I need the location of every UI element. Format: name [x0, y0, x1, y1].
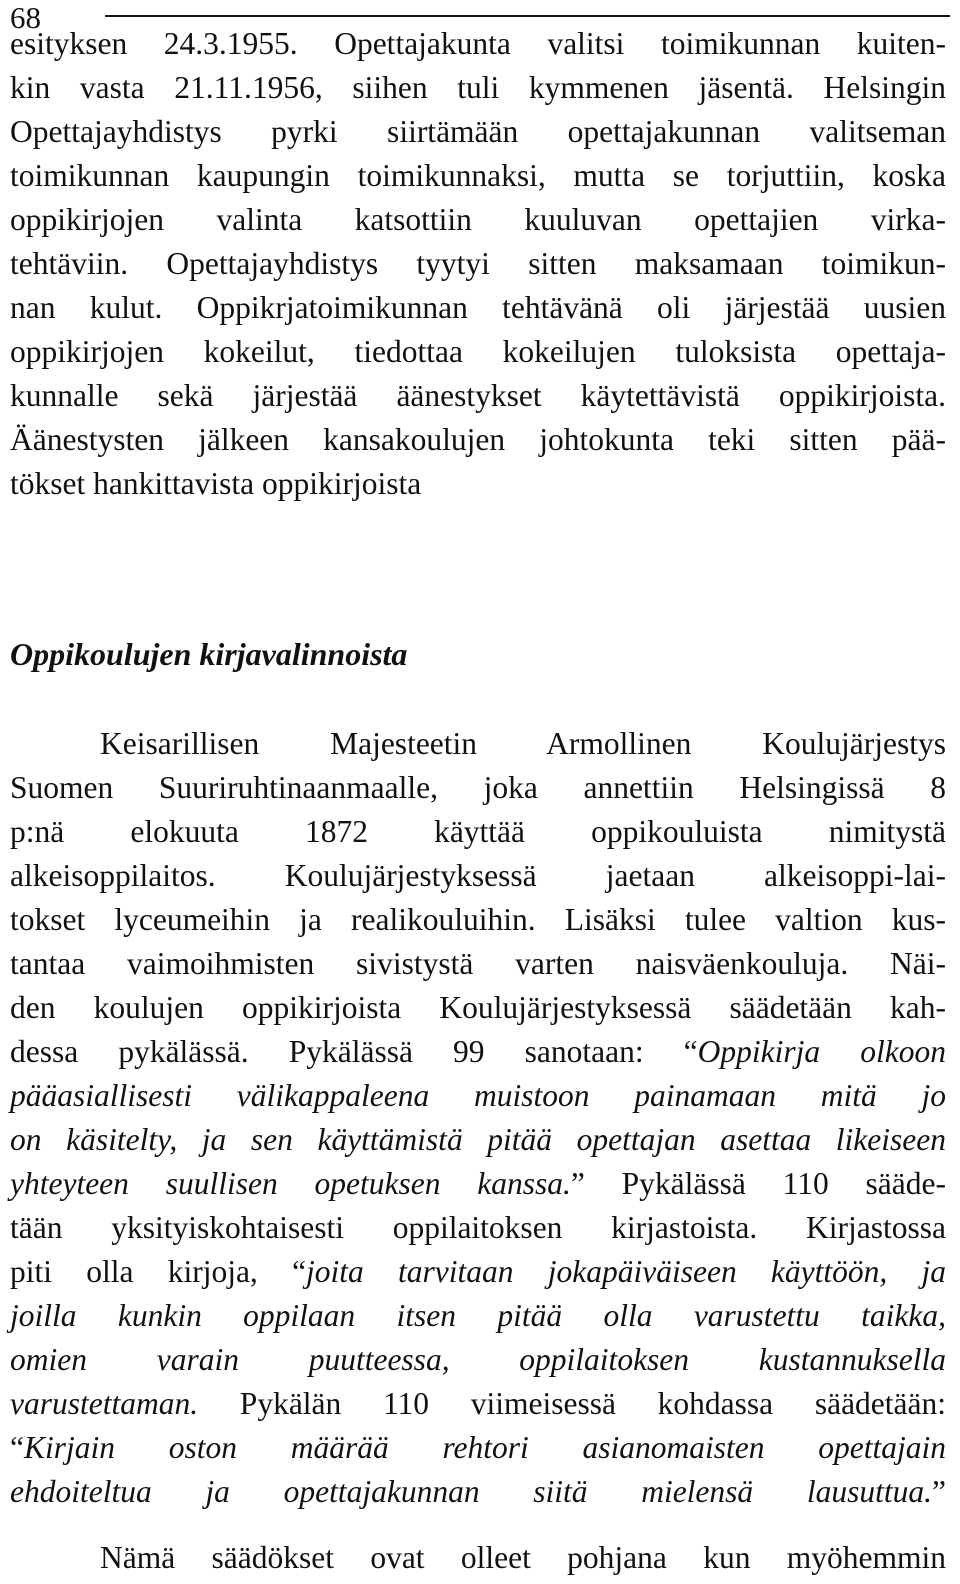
quoted-text: yhteyteen suullisen opetuksen kanssa. — [10, 1166, 571, 1201]
quoted-text: pääasiallisesti välikappaleena muistoon painamaan mitä jo — [10, 1078, 946, 1113]
body-text: tään yksityiskohtaisesti oppilaitoksen kirjastoista. Kirjastossa — [10, 1210, 946, 1245]
text-line — [10, 810, 946, 854]
section-heading: Oppikoulujen kirjavalinnoista — [10, 636, 408, 672]
text-line: nan kulut. Oppikrjatoimikunnan tehtävänä oli järjestää uusien — [10, 290, 946, 325]
text-line — [10, 1206, 946, 1250]
body-text: piti olla kirjoja, “ — [10, 1254, 307, 1289]
header-rule — [105, 15, 950, 17]
text-line — [10, 1382, 946, 1426]
text-line — [10, 766, 946, 810]
body-text: “ — [10, 1430, 24, 1465]
text-line — [10, 1426, 946, 1470]
text-line: kin vasta 21.11.1956, siihen tuli kymmenen jäsentä. Helsingin — [10, 70, 946, 105]
body-text: p:nä elokuuta 1872 käyttää oppikouluista nimitystä — [10, 814, 946, 849]
text-line: kunnalle sekä järjestää äänestykset käytettävistä oppikirjoista. — [10, 378, 946, 413]
quoted-text: omien varain puutteessa, oppilaitoksen kustannuksella — [10, 1342, 946, 1377]
quoted-text: Oppikirja olkoon — [697, 1034, 946, 1069]
quoted-text: joita tarvitaan jokapäiväiseen käyttöön, ja — [306, 1254, 946, 1289]
body-text: alkeisoppilaitos. Koulujärjestyksessä jaetaan alkeisoppi-lai- — [10, 858, 946, 893]
body-text: Keisarillisen Majesteetin Armollinen Koulujärjestys — [100, 726, 946, 761]
page-number: 68 — [10, 0, 41, 35]
text-line: Nämä säädökset ovat olleet pohjana kun myöhemmin — [100, 1540, 946, 1575]
text-line: esityksen 24.3.1955. Opettajakunta valitsi toimikunnan kuiten- — [10, 26, 946, 61]
text-line — [10, 1338, 946, 1382]
body-text: tokset lyceumeihin ja realikouluihin. Lisäksi tulee valtion kus- — [10, 902, 946, 937]
text-line — [10, 898, 946, 942]
text-line — [10, 942, 946, 986]
text-line — [10, 1250, 946, 1294]
text-line: tehtäviin. Opettajayhdistys tyytyi sitten maksamaan toimikun- — [10, 246, 946, 281]
text-line — [10, 986, 946, 1030]
text-line: oppikirjojen valinta katsottiin kuuluvan opettajien virka- — [10, 202, 946, 237]
text-line — [10, 854, 946, 898]
text-line: tökset hankittavista oppikirjoista — [10, 466, 422, 501]
text-line — [10, 1030, 946, 1074]
text-line — [10, 1294, 946, 1338]
body-text: dessa pykälässä. Pykälässä 99 sanotaan: “ — [10, 1034, 698, 1069]
quoted-text: Kirjain oston määrää rehtori asianomaisten opettajain — [23, 1430, 946, 1465]
body-text: den koulujen oppikirjoista Koulujärjestyksessä säädetään kah- — [10, 990, 946, 1025]
body-text: Pykälän 110 viimeisessä kohdassa säädetään: — [198, 1386, 946, 1421]
body-text: ” — [932, 1474, 946, 1509]
quoted-text: varustettaman. — [10, 1386, 199, 1421]
body-text: Suomen Suuriruhtinaanmaalle, joka annettiin Helsingissä 8 — [10, 770, 946, 805]
text-line: toimikunnan kaupungin toimikunnaksi, mutta se torjuttiin, koska — [10, 158, 946, 193]
quoted-text: on käsitelty, ja sen käyttämistä pitää opettajan asettaa likeiseen — [10, 1122, 946, 1157]
text-line — [10, 1162, 946, 1206]
body-paragraph-3 — [10, 1536, 946, 1580]
text-line — [10, 1074, 946, 1118]
text-line: Opettajayhdistys pyrki siirtämään opettajakunnan valitseman — [10, 114, 946, 149]
body-text: ” Pykälässä 110 sääde- — [570, 1166, 946, 1201]
text-line — [10, 1118, 946, 1162]
section-paragraph — [10, 722, 946, 1514]
quoted-text: joilla kunkin oppilaan itsen pitää olla varustettu taikka, — [10, 1298, 946, 1333]
text-line — [10, 722, 946, 766]
quoted-text: ehdoiteltua ja opettajakunnan siitä mielensä lausuttua. — [10, 1474, 933, 1509]
text-line: oppikirjojen kokeilut, tiedottaa kokeilujen tuloksista opettaja- — [10, 334, 946, 369]
body-paragraph-1 — [10, 22, 946, 506]
body-text: tantaa vaimoihmisten sivistystä varten naisväenkouluja. Näi- — [10, 946, 946, 981]
text-line — [10, 1470, 946, 1514]
text-line: Äänestysten jälkeen kansakoulujen johtokunta teki sitten pää- — [10, 422, 946, 457]
